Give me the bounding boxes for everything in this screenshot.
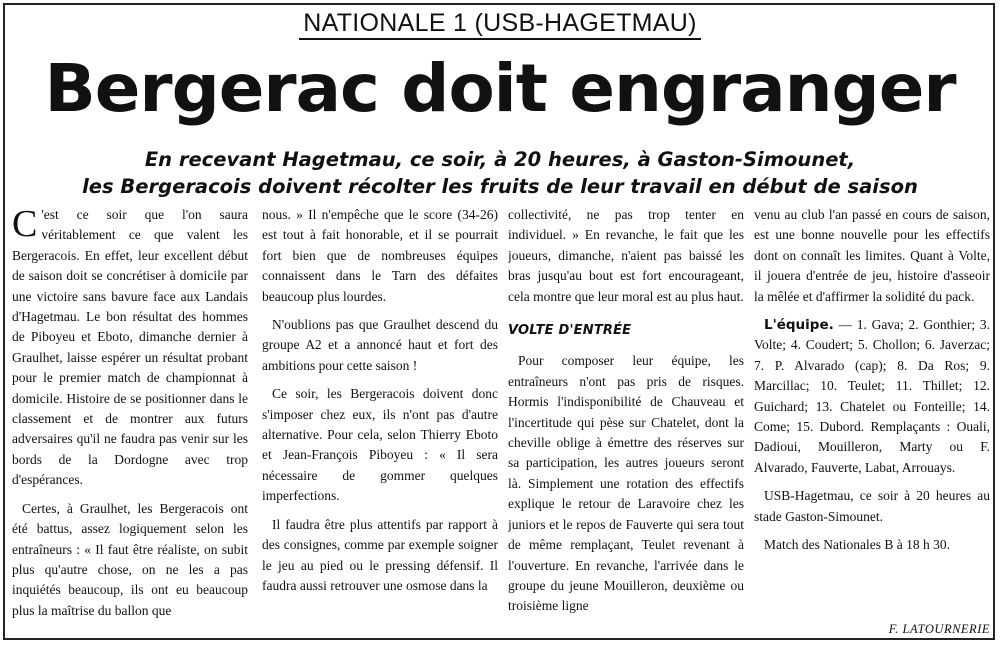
paragraph: Ce soir, les Bergeracois doivent donc s'imposer chez eux, ils n'ont pas d'autre alternative. Pour cela, selon Thierry Eboto et Jean-François Piboyeu : « Il sera nécessaire de gommer quelques imperfections. (262, 386, 498, 504)
paragraph: Il faudra être plus attentifs par rapport à des consignes, comme par exemple soigner le jeu au pied ou le pressing défensif. Il faudra aussi retrouver une osmose dans la (262, 516, 498, 593)
subhead-line-1: En recevant Hagetmau, ce soir, à 20 heures, à Gaston-Simounet, (144, 148, 856, 171)
paragraph (12, 205, 248, 491)
paragraph: venu au club l'an passé en cours de saison, est une bonne nouvelle pour les effectifs dont on connaît les limites. Quant à Volte, il jouera d'entrée de jeu, histoire d'asseoir la mêlée et d'affirmer la solidité du pack. (754, 207, 990, 304)
paragraph-text: 'est ce soir que l'on saura véritablement ce que valent les Bergeracois. En effet, leur excellent début de saison doit se concrétiser à domicile par une victoire sans bavure face aux Landais d'Hagetmau. Le bon résultat des hommes de Piboyeu et Eboto, dimanche dernier à Graulhet, laisse espérer un résultat probant pour le premier match de championnat à domicile. Histoire de se positionner dans le classement et de montrer aux futurs adversaires qu'il ne faudra pas venir sur les bords de la Dordogne avec trop d'espérances. (12, 207, 248, 488)
paragraph: USB-Hagetmau, ce soir à 20 heures au stade Gaston-Simounet. (754, 488, 990, 524)
drop-cap: C (12, 205, 38, 245)
section-heading: VOLTE D'ENTRÉE (508, 323, 632, 339)
subhead-line-2: les Bergeracois doivent récolter les fruits de leur travail en début de saison (82, 175, 918, 198)
kicker-text: NATIONALE 1 (USB-HAGETMAU) (299, 9, 701, 40)
column-2 (262, 205, 498, 635)
paragraph: collectivité, ne pas trop tenter en individuel. » En revanche, le fait que les joueurs, dimanche, n'aient pas baissé les bras jusqu'au bout est fort encourageant, cela montre que leur moral est au plus haut. (508, 207, 744, 304)
article-body (12, 205, 990, 635)
column-1 (12, 205, 248, 635)
team-lineup-label: L'équipe. (764, 317, 834, 334)
team-lineup-text: — 1. Gava; 2. Gonthier; 3. Volte; 4. Coudert; 5. Chollon; 6. Javerzac; 7. P. Alvarado (cap); 8. Da Ros; 9. Marcillac; 10. Teulet; 11. Thillet; 12. Guichard; 13. Chatelet ou Fonteille; 14. Come; 15. Dubord. Remplaçants : Ouali, Dadioui, Mouilleron, Marty ou F. Alvarado, Fauverte, Labat, Arrouays. (754, 317, 990, 475)
paragraph: N'oublions pas que Graulhet descend du groupe A2 et a annoncé haut et fort des ambitions pour cette saison ! (262, 317, 498, 373)
section-kicker (0, 9, 1000, 38)
paragraph: Match des Nationales B à 18 h 30. (764, 537, 950, 553)
column-4 (754, 205, 990, 635)
author-signature: F. LATOURNERIE (888, 622, 990, 636)
paragraph: Pour composer leur équipe, les entraîneurs n'ont pas pris de risques. Hormis l'indisponibilité de Chauveau et l'incertitude qui pèse sur Chatelet, dont la cheville oblige à émettre des réserves sur sa participation, les autres joueurs seront là. Simplement une rotation des effectifs explique le retour de Laravoire chez les juniors et le repos de Fauverte qui sera tout de même remplaçant, Teulet revenant à l'ouverture. En revanche, l'arrivée dans le groupe du jeune Mouilleron, deuxième ou troisième ligne (508, 353, 744, 614)
column-3 (508, 205, 744, 635)
headline: Bergerac doit engranger (44, 50, 956, 127)
team-lineup (754, 315, 990, 478)
paragraph: nous. » Il n'empêche que le score (34-26) est tout à fait honorable, et il se pourrait fort bien que de nombreuses équipes connaissent dans le Tarn des défaites beaucoup plus lourdes. (262, 207, 498, 304)
paragraph: Certes, à Graulhet, les Bergeracois ont été battus, assez logiquement selon les entraîneurs : « Il faut être réaliste, on subit plus qu'autre chose, on ne les a pas inquiétés beaucoup, ils ont eu beaucoup plus la maîtrise du ballon que (12, 500, 248, 618)
subheadline (40, 146, 960, 200)
